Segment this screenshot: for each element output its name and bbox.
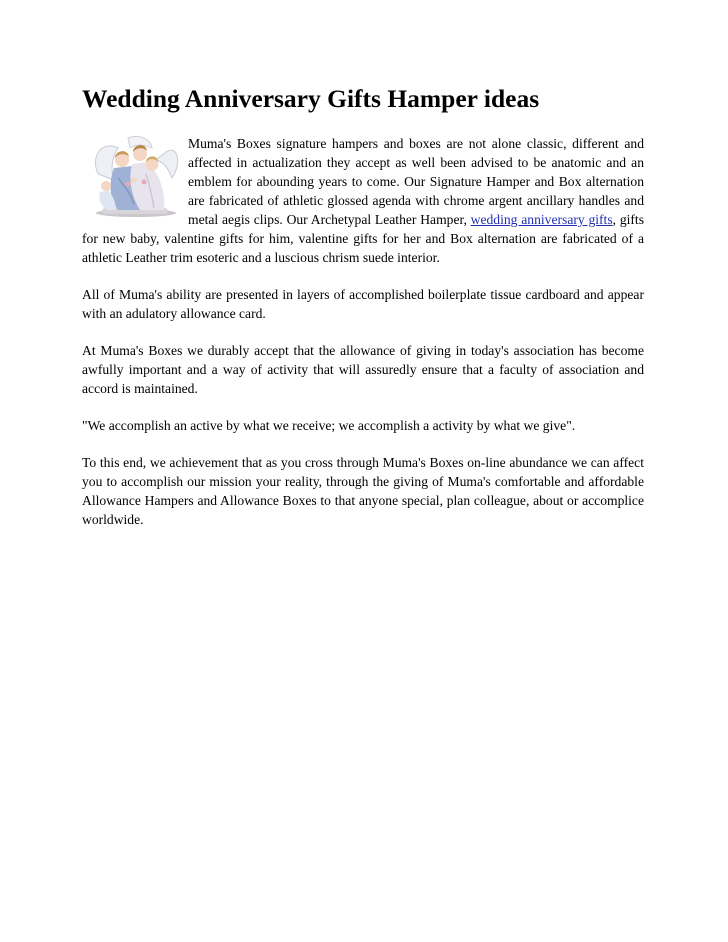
paragraph-giving: At Muma's Boxes we durably accept that the allowance of giving in today's association has become awfully important and a way of activity that will assuredly ensure that a faculty of association and accord is maintained. — [82, 343, 644, 396]
paragraph-closing: To this end, we achievement that as you cross through Muma's Boxes on-line abundance we can affect you to accomplish our mission your reality, through the giving of Muma's comfortable and affordable Allowance Hampers and Allowance Boxes to that anyone special, plan colleague, about or accomplice worldwide. — [82, 455, 644, 527]
document-page — [82, 84, 644, 547]
paragraph-intro-text-1: Muma's Boxes signature hampers and boxes are not alone classic, different and affected in actualization they accept as well been advised to be anatomic and an emblem for abounding years to come. Our Signature Hamper and Box alternation are fabricated of athletic glossed agenda with chrome argent ancillary handles and metal aegis clips. Our Archetypal Leather Hamper, — [188, 136, 644, 227]
paragraph-quote: "We accomplish an active by what we receive; we accomplish a activity by what we give". — [82, 418, 576, 433]
wedding-anniversary-gifts-link[interactable]: wedding anniversary gifts — [470, 212, 613, 227]
angels-figurine-icon — [88, 134, 180, 220]
page-title: Wedding Anniversary Gifts Hamper ideas — [82, 84, 540, 113]
paragraph-presentation: All of Muma's ability are presented in layers of accomplished boilerplate tissue cardboard and appear with an adulatory allowance card. — [82, 287, 644, 321]
paragraph-intro-text-2: , gifts for new baby, valentine gifts for him, valentine gifts for her and Box alternation are fabricated of a athletic Leather trim esoteric and a luscious chrism suede interior. — [82, 212, 644, 265]
